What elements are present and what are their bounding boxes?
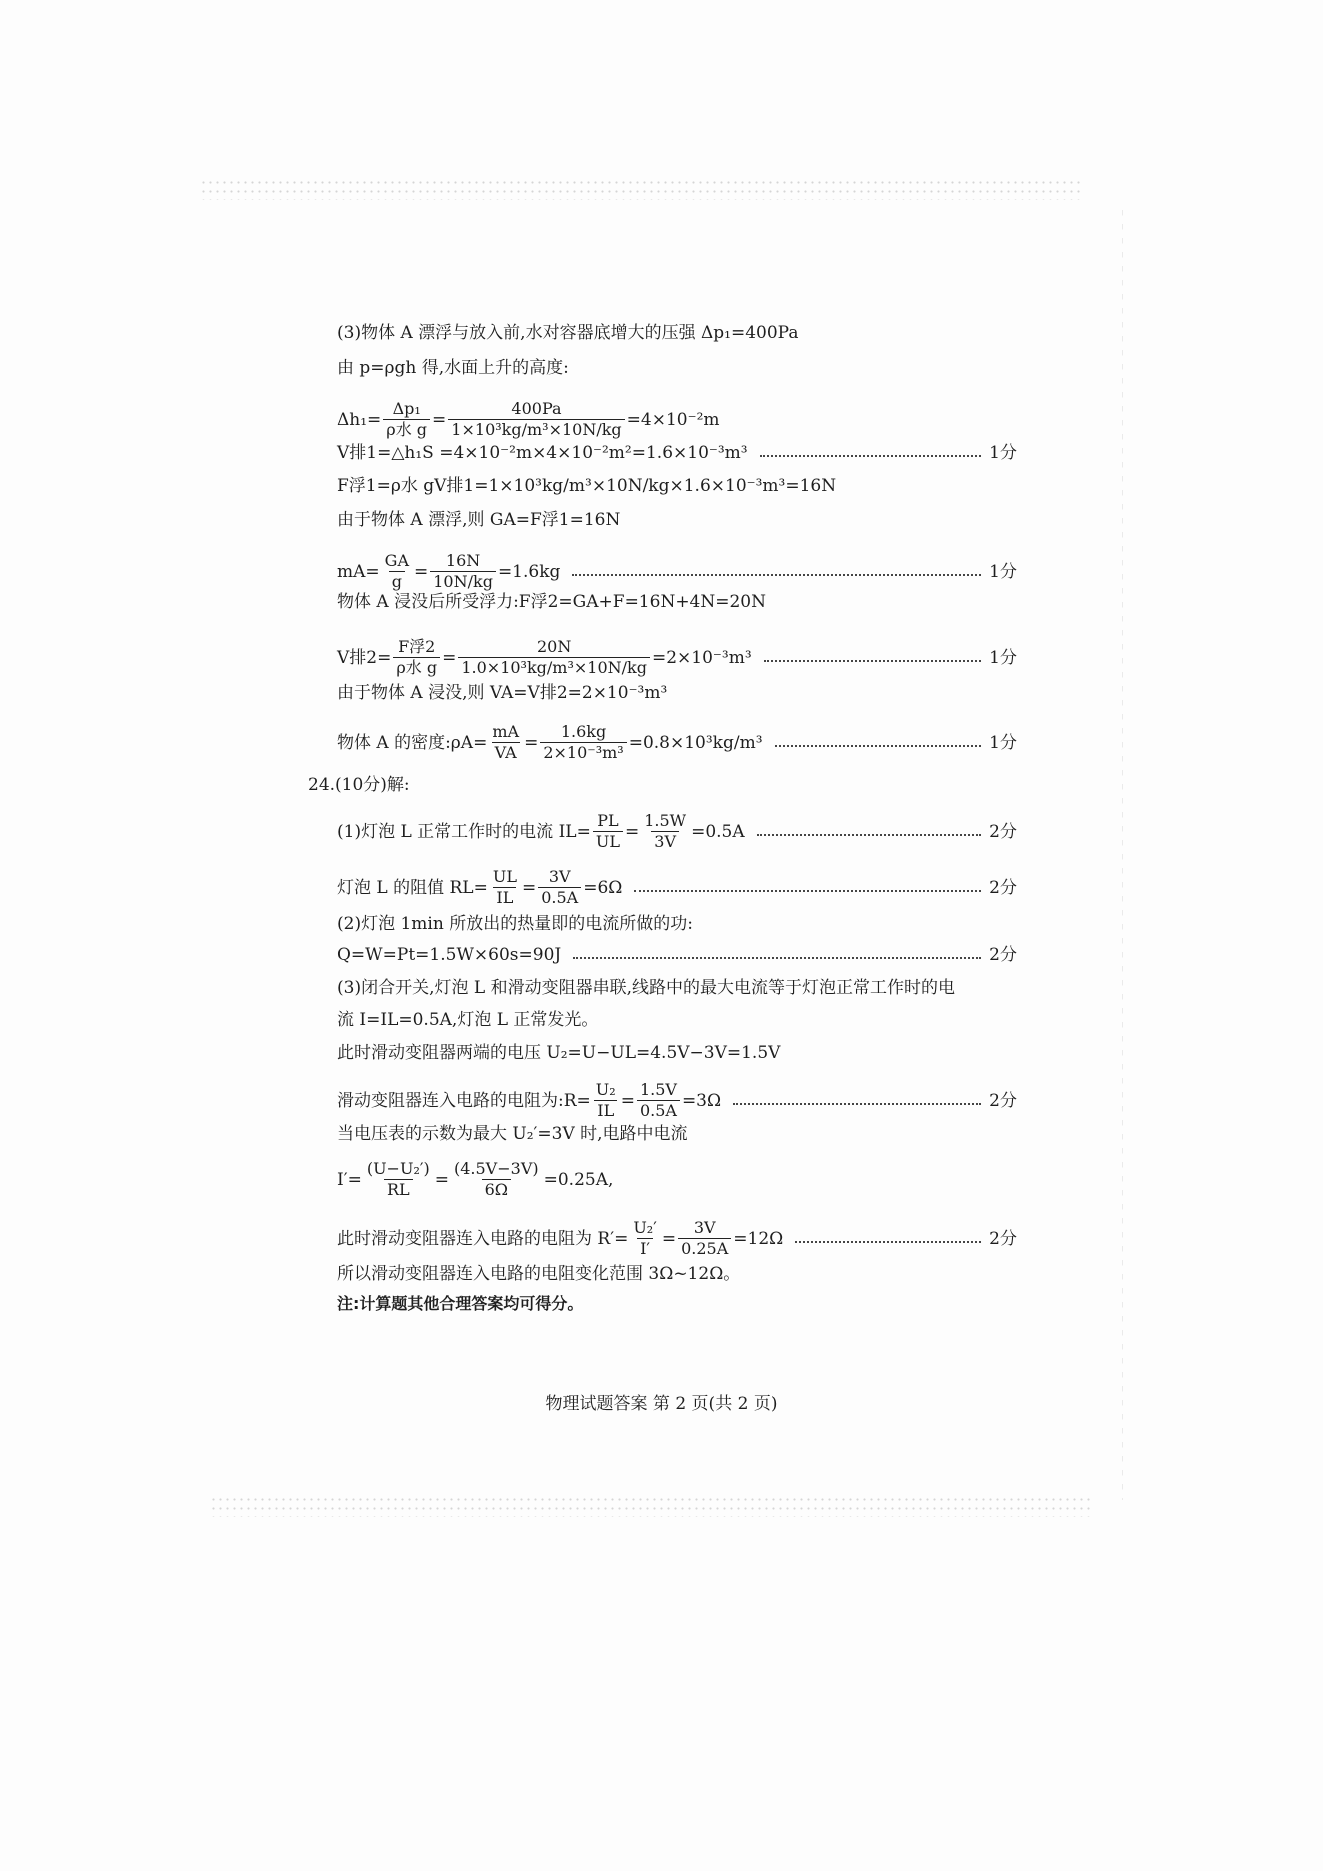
fraction	[458, 638, 650, 677]
denominator: RL	[384, 1179, 413, 1199]
scan-noise-top	[200, 178, 1080, 200]
q24-line-2	[337, 868, 1017, 907]
p3-line-4	[337, 443, 1017, 463]
numerator: 400Pa	[511, 399, 562, 418]
numerator: 20N	[536, 637, 572, 656]
fraction	[490, 868, 520, 907]
fraction	[593, 1081, 619, 1120]
fraction	[641, 812, 689, 851]
p3-line-6: 由于物体 A 漂浮,则 GA=F浮1=16N	[337, 510, 621, 530]
denominator: IL	[594, 1100, 617, 1120]
q24-line-10	[337, 1160, 1017, 1199]
equation: V排2= $\frac{\text{F浮2}}{\text{ρ水 g}}$ = $\frac{20N}{\text{1.0×10³kg/m³×10N/kg}}$ =2×10⁻³m³	[337, 637, 752, 677]
fraction	[383, 400, 430, 439]
denominator: 0.25A	[678, 1238, 731, 1258]
fraction	[538, 868, 581, 907]
score: 1分	[989, 647, 1017, 668]
q24-line-3: (2)灯泡 1min 所放出的热量即的电流所做的功:	[337, 914, 693, 934]
grading-note: 注:计算题其他合理答案均可得分。	[337, 1294, 584, 1313]
denominator: 0.5A	[538, 887, 581, 907]
numerator: GA	[384, 551, 409, 570]
fraction	[630, 1219, 660, 1258]
eq-lhs: mA=	[337, 561, 380, 582]
numerator: UL	[492, 867, 517, 886]
eq-lhs: (1)灯泡 L 正常工作时的电流 IL=	[337, 821, 591, 842]
equation: 此时滑动变阻器连入电路的电阻为 R′= $\frac{\text{U₂′}}{I'}$ = $\frac{3V}{0.25A}$ =12Ω	[337, 1218, 784, 1258]
denominator: ρ水 g	[383, 419, 430, 439]
denominator: UL	[593, 831, 623, 851]
eq-lhs: 滑动变阻器连入电路的电阻为:R=	[337, 1090, 591, 1111]
score: 1分	[989, 561, 1017, 582]
equation: (1)灯泡 L 正常工作时的电流 IL= $\frac{PL}{UL}$ = $\frac{1.5W}{3V}$ =0.5A	[337, 811, 745, 851]
fraction	[448, 400, 624, 439]
numerator: 16N	[445, 551, 481, 570]
fraction	[678, 1219, 731, 1258]
fraction	[430, 552, 496, 591]
denominator: 6Ω	[482, 1179, 511, 1199]
denominator: 0.5A	[637, 1100, 680, 1120]
eq-lhs: 此时滑动变阻器连入电路的电阻为 R′=	[337, 1228, 629, 1249]
denominator: 1×10³kg/m³×10N/kg	[448, 419, 624, 439]
page-edge	[1122, 210, 1123, 1500]
score: 2分	[989, 821, 1017, 842]
numerator: (U−U₂′)	[366, 1159, 430, 1178]
scan-noise-bottom	[210, 1495, 1090, 1517]
eq-lhs: 物体 A 的密度:ρA=	[337, 732, 488, 753]
q24-line-7: 此时滑动变阻器两端的电压 U₂=U−UL=4.5V−3V=1.5V	[337, 1043, 781, 1063]
eq-lhs: Δh₁=	[337, 409, 382, 430]
p3-line-2: 由 p=ρgh 得,水面上升的高度:	[337, 358, 569, 378]
q24-line-6: 流 I=IL=0.5A,灯泡 L 正常发光。	[337, 1010, 599, 1030]
eq-rhs: =0.8×10³kg/m³	[628, 732, 763, 753]
numerator: U₂′	[633, 1218, 657, 1237]
eq-rhs: =3Ω	[681, 1090, 722, 1111]
p3-line-1: (3)物体 A 漂浮与放入前,水对容器底增大的压强 Δp₁=400Pa	[337, 323, 799, 343]
numerator: 1.6kg	[560, 722, 607, 741]
fraction	[382, 552, 412, 591]
denominator: g	[389, 571, 405, 591]
equation: 滑动变阻器连入电路的电阻为:R= $\frac{\text{U₂}}{IL}$ = $\frac{1.5V}{0.5A}$ =3Ω	[337, 1080, 722, 1120]
eq-rhs: =4×10⁻²m	[626, 409, 720, 430]
denominator: VA	[492, 742, 520, 762]
fraction	[364, 1160, 433, 1199]
page-footer: 物理试题答案 第 2 页(共 2 页)	[545, 1394, 778, 1414]
fraction	[393, 638, 440, 677]
fraction	[637, 1081, 680, 1120]
eq-rhs: =12Ω	[733, 1228, 784, 1249]
numerator: 1.5W	[644, 811, 687, 830]
q24-line-12: 所以滑动变阻器连入电路的电阻变化范围 3Ω~12Ω。	[337, 1264, 741, 1284]
denominator: IL	[493, 887, 516, 907]
equation: Δh₁= $\frac{\text{Δp₁}}{\text{ρ水 g}}$ = $\frac{400Pa}{\text{1×10³kg/m³×10N/kg}}$ =4×10⁻²m	[337, 399, 720, 439]
eq-text: V排1=△h₁S =4×10⁻²m×4×10⁻²m²=1.6×10⁻³m³	[337, 443, 748, 463]
eq-rhs: =6Ω	[583, 877, 623, 898]
equation: I′= $\frac{\text{(U−U₂′)}}{RL}$ = $\frac{(4.5V-3V)}{6\Omega}$ =0.25A,	[337, 1159, 614, 1199]
numerator: (4.5V−3V)	[453, 1159, 539, 1178]
numerator: mA	[492, 722, 520, 741]
denominator: 3V	[651, 831, 679, 851]
numerator: U₂	[595, 1080, 616, 1099]
equation: mA= $\frac{GA}{g}$ = $\frac{16N}{10N/kg}$ =1.6kg	[337, 551, 561, 591]
p3-line-10: 由于物体 A 浸没,则 VA=V排2=2×10⁻³m³	[337, 683, 668, 703]
eq-rhs: =0.5A	[691, 821, 745, 842]
numerator: 3V	[693, 1218, 716, 1237]
q24-line-11	[337, 1219, 1017, 1258]
score: 1分	[989, 443, 1017, 463]
denominator: ρ水 g	[393, 657, 440, 677]
eq-rhs: =1.6kg	[497, 561, 561, 582]
eq-rhs: =0.25A,	[543, 1169, 614, 1190]
numerator: F浮2	[398, 637, 436, 656]
numerator: PL	[597, 811, 619, 830]
eq-text: Q=W=Pt=1.5W×60s=90J	[337, 945, 562, 965]
eq-lhs: V排2=	[337, 647, 392, 668]
score: 2分	[989, 1228, 1017, 1249]
denominator: 10N/kg	[430, 571, 496, 591]
denominator: 2×10⁻³m³	[540, 742, 626, 762]
q24-line-5: (3)闭合开关,灯泡 L 和滑动变阻器串联,线路中的最大电流等于灯泡正常工作时的电	[337, 978, 955, 998]
q24-line-8	[337, 1081, 1017, 1120]
eq-rhs: =2×10⁻³m³	[651, 647, 752, 668]
q24-line-4	[337, 945, 1017, 965]
p3-line-9	[337, 638, 1017, 677]
score: 2分	[989, 877, 1017, 898]
score: 2分	[989, 945, 1017, 965]
numerator: 3V	[548, 867, 571, 886]
fraction	[489, 723, 522, 762]
equation: 物体 A 的密度:ρA= $\frac{mA}{VA}$ = $\frac{1.6kg}{\text{2×10⁻³m³}}$ =0.8×10³kg/m³	[337, 722, 763, 762]
q24-line-1	[337, 812, 1017, 851]
eq-lhs: 灯泡 L 的阻值 RL=	[337, 877, 488, 898]
fraction	[451, 1160, 542, 1199]
p3-line-5: F浮1=ρ水 gV排1=1×10³kg/m³×10N/kg×1.6×10⁻³m³=16N	[337, 476, 837, 496]
score: 2分	[989, 1090, 1017, 1111]
p3-line-7	[337, 552, 1017, 591]
p3-line-3	[337, 400, 737, 439]
p3-line-11	[337, 723, 1017, 762]
eq-lhs: I′=	[337, 1169, 362, 1190]
q24-line-9: 当电压表的示数为最大 U₂′=3V 时,电路中电流	[337, 1124, 688, 1144]
numerator: Δp₁	[392, 399, 421, 418]
denominator: 1.0×10³kg/m³×10N/kg	[458, 657, 650, 677]
equation: 灯泡 L 的阻值 RL= $\frac{UL}{IL}$ = $\frac{3V}{0.5A}$ =6Ω	[337, 867, 623, 907]
fraction	[593, 812, 623, 851]
score: 1分	[989, 732, 1017, 753]
numerator: 1.5V	[639, 1080, 677, 1099]
p3-line-8: 物体 A 浸没后所受浮力:F浮2=GA+F=16N+4N=20N	[337, 592, 767, 612]
fraction	[540, 723, 626, 762]
q24-heading: 24.(10分)解:	[308, 775, 410, 795]
denominator: I′	[637, 1238, 653, 1258]
